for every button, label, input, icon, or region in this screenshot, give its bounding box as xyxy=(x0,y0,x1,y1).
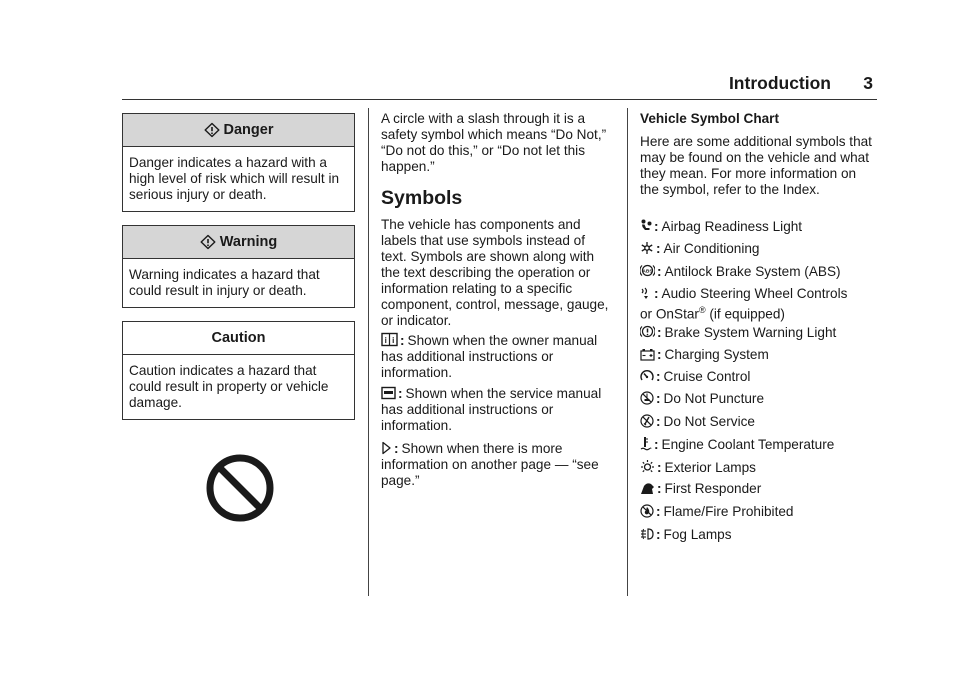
symbol-row-first-responder: : First Responder xyxy=(640,481,880,497)
symbols-heading: Symbols xyxy=(381,187,463,209)
danger-box xyxy=(122,113,355,212)
symbol-row-cruise: : Cruise Control xyxy=(640,369,880,385)
symbol-row-do-not-puncture: : Do Not Puncture xyxy=(640,391,880,407)
service-manual-item: : Shown when the service manual has additional instructions or information. xyxy=(381,386,602,433)
page-header xyxy=(122,70,877,100)
do-not-puncture-icon xyxy=(640,391,654,405)
symbol-row-do-not-service: : Do Not Service xyxy=(640,414,880,430)
exterior-lamps-icon xyxy=(640,459,655,474)
caution-triangle-icon xyxy=(200,234,216,250)
service-manual-text: Shown when the service manual has additional instructions or information. xyxy=(381,386,602,433)
symbol-label: Airbag Readiness Light xyxy=(661,219,803,234)
symbol-label: Do Not Puncture xyxy=(663,391,765,406)
caution-box xyxy=(122,321,355,420)
caution-box-title: Caution xyxy=(211,330,266,346)
caution-box-body: Caution indicates a hazard that could result in property or vehicle damage. xyxy=(129,363,329,410)
symbol-row-airbag: : Airbag Readiness Light xyxy=(640,219,880,235)
vehicle-symbol-chart-heading: Vehicle Symbol Chart xyxy=(640,111,780,126)
service-manual-icon xyxy=(381,386,396,400)
registered-mark: ® xyxy=(698,305,706,315)
symbol-row-fog-lamps: : Fog Lamps xyxy=(640,527,880,543)
symbol-label-note: (if equipped) xyxy=(705,306,785,322)
symbol-label-continued: or OnStar xyxy=(640,306,699,322)
svg-text:i: i xyxy=(384,336,387,345)
owner-manual-book-icon xyxy=(381,332,398,347)
steering-wheel-controls-icon xyxy=(640,286,652,300)
flame-prohibited-icon xyxy=(640,504,654,518)
chart-intro-paragraph: Here are some additional symbols that may be found on the vehicle and what they mean. For more information on the symbol, refer to the Index. xyxy=(640,134,872,197)
owner-manual-item: i i : Shown when the owner manual has additional instructions or information. xyxy=(381,333,598,380)
page-number: 3 xyxy=(863,73,873,93)
danger-box-title: Danger xyxy=(223,122,274,138)
symbol-row-coolant: : Engine Coolant Temperature xyxy=(640,436,880,453)
warning-box-title: Warning xyxy=(219,234,278,250)
see-page-text: Shown when there is more information on another page — “see page.” xyxy=(381,441,599,488)
see-page-arrow-icon xyxy=(381,441,392,455)
symbol-label: Engine Coolant Temperature xyxy=(661,437,835,452)
symbol-row-abs: ABS : Antilock Brake System (ABS) xyxy=(640,263,880,280)
symbol-label: Antilock Brake System (ABS) xyxy=(664,264,841,279)
symbol-label: Exterior Lamps xyxy=(664,460,756,475)
abs-icon xyxy=(640,263,655,278)
svg-text:i: i xyxy=(392,336,395,345)
cruise-control-icon xyxy=(640,369,654,383)
see-page-item: : Shown when there is more information on another page — “see page.” xyxy=(381,441,599,488)
battery-icon xyxy=(640,348,655,361)
fog-lamps-icon xyxy=(640,527,654,541)
danger-box-body: Danger indicates a hazard with a high level of risk which will result in serious injury or death. xyxy=(129,155,340,202)
column-divider xyxy=(368,108,369,596)
svg-text:ABS: ABS xyxy=(642,269,653,275)
symbol-label: Cruise Control xyxy=(663,369,751,384)
warning-box xyxy=(122,225,355,308)
air-conditioning-icon xyxy=(640,241,654,255)
section-title: Introduction xyxy=(728,73,831,93)
caution-triangle-icon xyxy=(204,122,220,138)
symbol-row-exterior-lamps: : Exterior Lamps xyxy=(640,459,880,476)
symbol-label: Charging System xyxy=(664,347,769,362)
symbol-row-brake-warning: : Brake System Warning Light xyxy=(640,324,880,341)
symbol-row-charging: : Charging System xyxy=(640,347,880,363)
symbol-row-steering-controls: : Audio Steering Wheel Controls or OnStar® (if equipped) xyxy=(640,286,848,322)
symbol-row-air-conditioning: : Air Conditioning xyxy=(640,241,880,257)
coolant-temperature-icon xyxy=(640,436,652,451)
symbol-label: Fog Lamps xyxy=(663,527,732,542)
symbol-row-flame-prohibited: : Flame/Fire Prohibited xyxy=(640,504,880,520)
do-not-service-icon xyxy=(640,414,654,428)
symbol-label: Air Conditioning xyxy=(663,241,760,256)
no-symbol-icon xyxy=(204,452,276,524)
symbol-label: Do Not Service xyxy=(663,414,755,429)
circle-slash-paragraph: A circle with a slash through it is a safety symbol which means “Do Not,” “Do not do this,” or “Do not let this happen.” xyxy=(381,111,607,174)
symbol-label: Audio Steering Wheel Controls xyxy=(661,286,848,301)
warning-box-body: Warning indicates a hazard that could result in injury or death. xyxy=(129,267,320,298)
brake-warning-icon xyxy=(640,324,655,339)
warning-box-header xyxy=(123,226,354,259)
symbol-label: Brake System Warning Light xyxy=(664,325,837,340)
danger-box-header xyxy=(123,114,354,147)
caution-box-header xyxy=(123,322,354,355)
first-responder-icon xyxy=(640,481,655,495)
column-divider xyxy=(627,108,628,596)
owner-manual-text: Shown when the owner manual has additional instructions or information. xyxy=(381,333,598,380)
symbol-label: First Responder xyxy=(664,481,762,496)
symbol-label: Flame/Fire Prohibited xyxy=(663,504,794,519)
symbols-intro-paragraph: The vehicle has components and labels that use symbols instead of text. Symbols are shown along with the text describing the operation or information relating to a specific component, control, message, gauge, or indicator. xyxy=(381,217,609,328)
airbag-icon xyxy=(640,219,652,233)
